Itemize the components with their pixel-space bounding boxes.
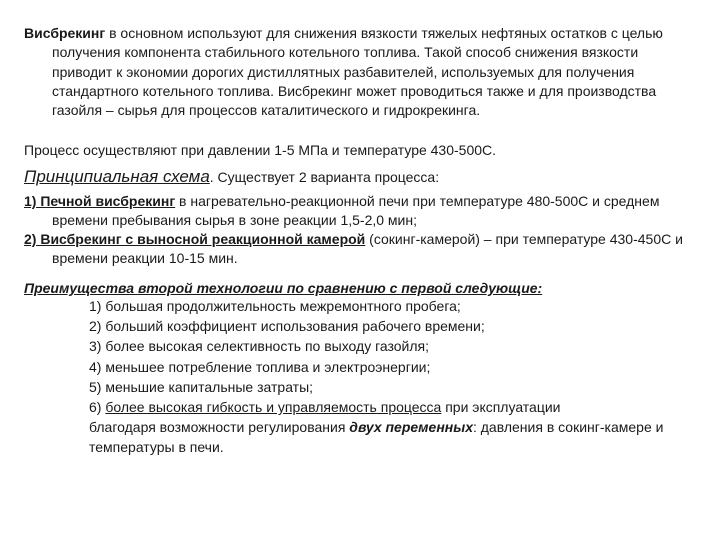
variant-2-extra: (сокинг-камерой) bbox=[365, 231, 480, 247]
process-conditions-text: Процесс осуществляют при давлении 1-5 МПа и температуре 430-500С. bbox=[24, 142, 497, 158]
variant-1-label: 1) Печной висбрекинг bbox=[24, 193, 176, 209]
variant-1 bbox=[0, 192, 692, 230]
advantages-list bbox=[89, 296, 699, 458]
list-item: 2) больший коэффициент использования рабочего времени; bbox=[89, 318, 485, 335]
item6-text: при эксплуатации bbox=[441, 399, 561, 416]
item6-bold: двух переменных bbox=[349, 419, 473, 436]
process-conditions-paragraph bbox=[0, 141, 720, 160]
variant-1-text: в нагревательно-реакционной печи при температуре 480-500С и среднем времени пребывания сырья в зоне реакции 1,5-2,0 мин; bbox=[52, 193, 660, 228]
scheme-title: Принципиальная схема bbox=[24, 167, 210, 186]
list-item: 4) меньшее потребление топлива и электроэнергии; bbox=[89, 358, 431, 375]
intro-text: в основном используют для снижения вязкости тяжелых нефтяных остатков с целью получения компонента стабильного котельного топлива. Такой способ снижения вязкости приводит к экономии дорогих дистиллятных разбавителей, используемых для получения стандартного котельного топлива. Висбрекинг может проводиться также и для производства газойля – сырья для процессов каталитического и гидрокрекинга. bbox=[52, 25, 663, 119]
variants-list bbox=[0, 192, 720, 268]
item6-number: 6) bbox=[89, 399, 106, 416]
variant-2-text: – при температуре 430-450С и времени реакции 10-15 мин. bbox=[52, 231, 683, 266]
item6-cont-text2: : давления в сокинг-камере и температуры в печи. bbox=[89, 419, 664, 456]
scheme-text: . Существует 2 варианта процесса: bbox=[209, 169, 440, 185]
advantages-title: Преимущества второй технологии по сравнению с первой следующие: bbox=[24, 280, 543, 296]
intro-paragraph bbox=[0, 24, 720, 120]
variant-2-label: 2) Висбрекинг с выносной реакционной камерой bbox=[24, 231, 366, 247]
list-item-6-continuation bbox=[89, 417, 699, 457]
term-visbreaking: Висбрекинг bbox=[24, 25, 106, 41]
list-item: 3) более высокая селективность по выходу газойля; bbox=[89, 338, 430, 355]
scheme-heading bbox=[0, 166, 720, 188]
list-item-6 bbox=[89, 397, 699, 417]
item6-cont-text: благодаря возможности регулирования bbox=[89, 419, 350, 436]
item6-underlined: более высокая гибкость и управляемость процесса bbox=[105, 399, 442, 416]
variant-2 bbox=[0, 230, 692, 268]
list-item: 5) меньшие капитальные затраты; bbox=[89, 378, 314, 395]
list-item: 1) большая продолжительность межремонтного пробега; bbox=[89, 298, 461, 314]
